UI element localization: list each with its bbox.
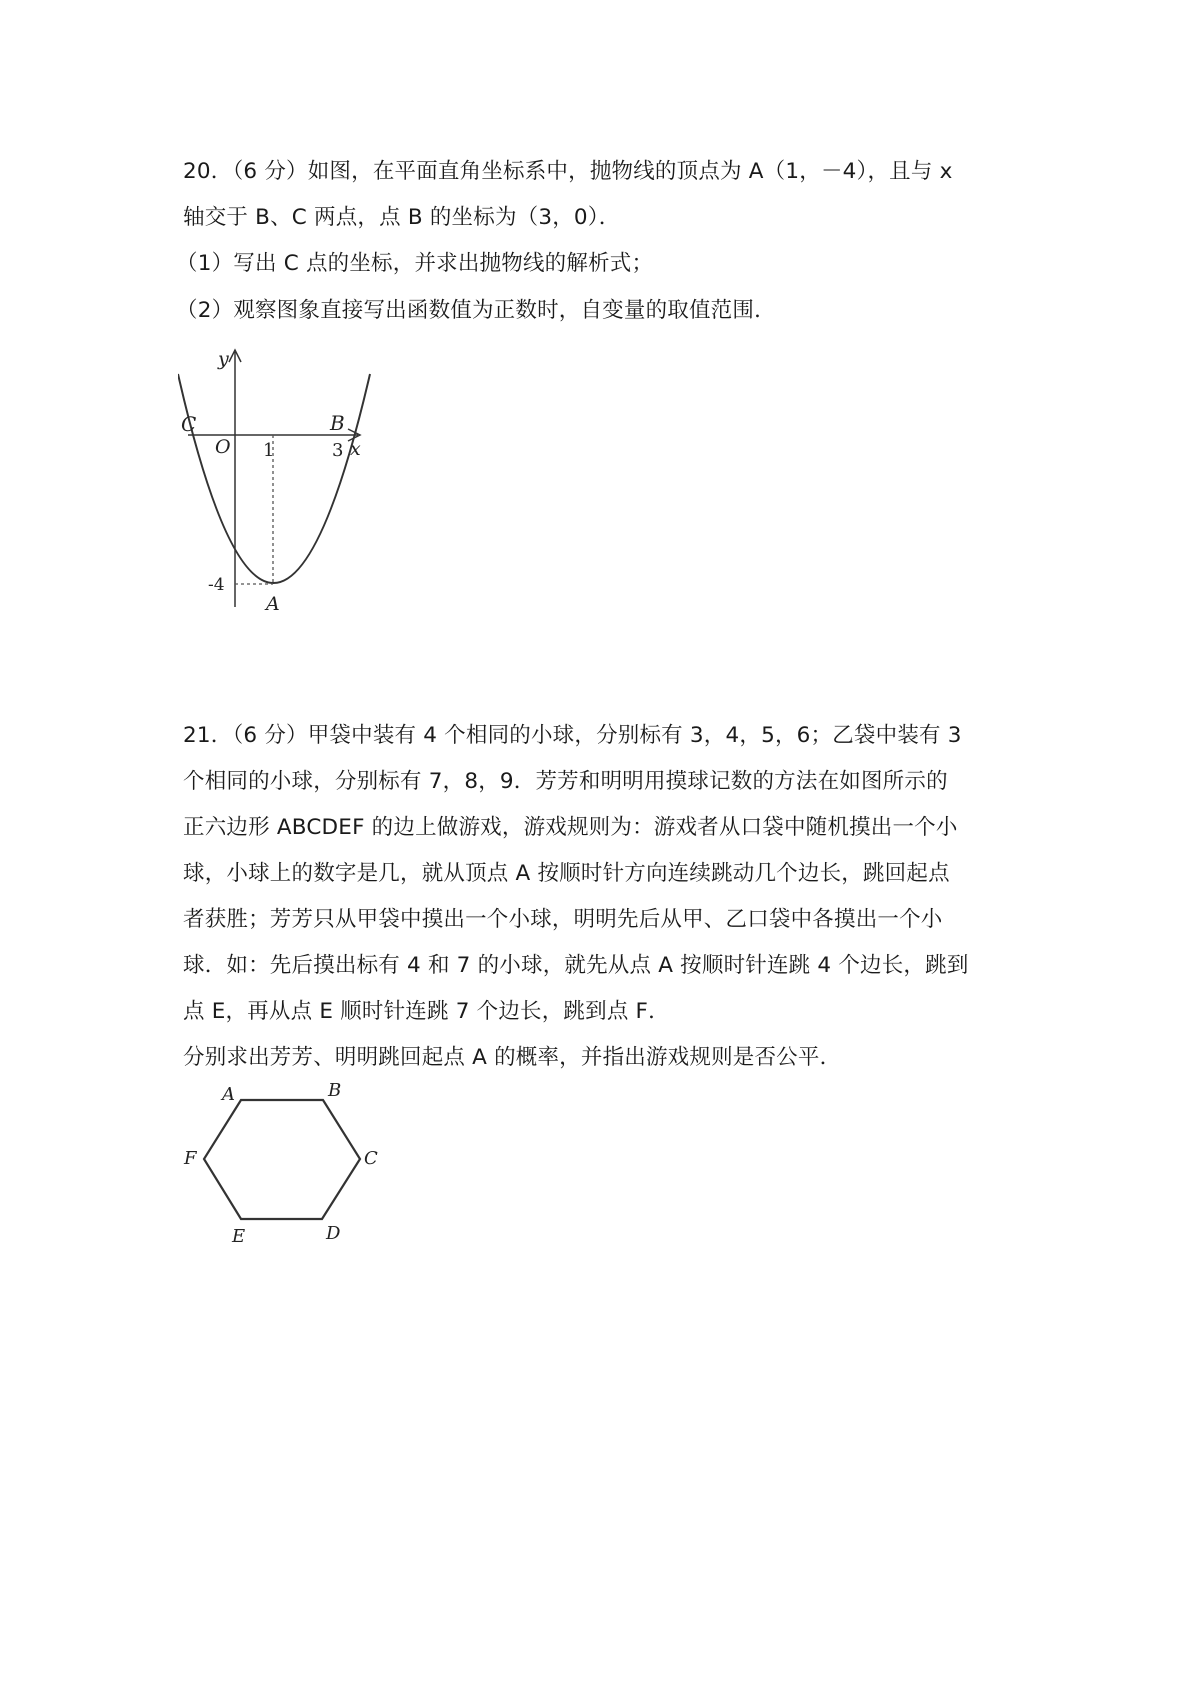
- problem-21-line-8: 分别求出芳芳、明明跳回起点 A 的概率，并指出游戏规则是否公平．: [183, 1045, 842, 1070]
- point-a-label: A: [266, 593, 280, 612]
- parabola-curve: [178, 374, 370, 583]
- problem-21-line-7: 点 E，再从点 E 顺时针连跳 7 个边长，跳到点 F．: [183, 999, 670, 1024]
- problem-21-line-1: 21．（6 分）甲袋中装有 4 个相同的小球，分别标有 3，4，5，6；乙袋中装有 3: [183, 723, 962, 748]
- vertex-e-label: E: [232, 1226, 246, 1242]
- problem-20-line-4: （2）观察图象直接写出函数值为正数时，自变量的取值范围．: [176, 298, 776, 323]
- origin-label: O: [215, 436, 231, 458]
- vertex-c-label: C: [364, 1148, 378, 1169]
- hexagon-figure: [178, 1082, 378, 1246]
- problem-21-line-5: 者获胜；芳芳只从甲袋中摸出一个小球，明明先后从甲、乙口袋中各摸出一个小: [183, 907, 943, 932]
- vertex-d-label: D: [326, 1223, 341, 1242]
- problem-21-line-6: 球．如：先后摸出标有 4 和 7 的小球，就先从点 A 按顺时针连跳 4 个边长，跳到: [183, 953, 969, 978]
- point-b-label: B: [330, 411, 345, 435]
- tick-neg4-label: -4: [208, 575, 225, 595]
- problem-21-line-4: 球，小球上的数字是几，就从顶点 A 按顺时针方向连续跳动几个边长，跳回起点: [183, 861, 950, 886]
- x-axis-label: x: [350, 438, 361, 460]
- problem-21-line-3: 正六边形 ABCDEF 的边上做游戏，游戏规则为：游戏者从口袋中随机摸出一个小: [183, 815, 958, 840]
- problem-20-line-2: 轴交于 B、C 两点，点 B 的坐标为（3，0）．: [183, 205, 621, 230]
- vertex-b-label: B: [328, 1082, 342, 1101]
- problem-21-line-2: 个相同的小球，分别标有 7，8，9．芳芳和明明用摸球记数的方法在如图所示的: [183, 769, 948, 794]
- parabola-figure: [178, 342, 378, 616]
- point-c-label: C: [181, 412, 197, 436]
- vertex-a-label: A: [222, 1084, 235, 1105]
- tick-1-label: 1: [263, 440, 275, 461]
- tick-3-label: 3: [332, 440, 344, 461]
- hexagon-abcdef: [204, 1100, 360, 1219]
- y-axis-label: y: [218, 348, 229, 370]
- problem-20-line-1: 20．（6 分）如图，在平面直角坐标系中，抛物线的顶点为 A（1，－4），且与 x: [183, 159, 953, 184]
- problem-20-line-3: （1）写出 C 点的坐标，并求出抛物线的解析式；: [176, 251, 654, 276]
- vertex-f-label: F: [184, 1148, 197, 1169]
